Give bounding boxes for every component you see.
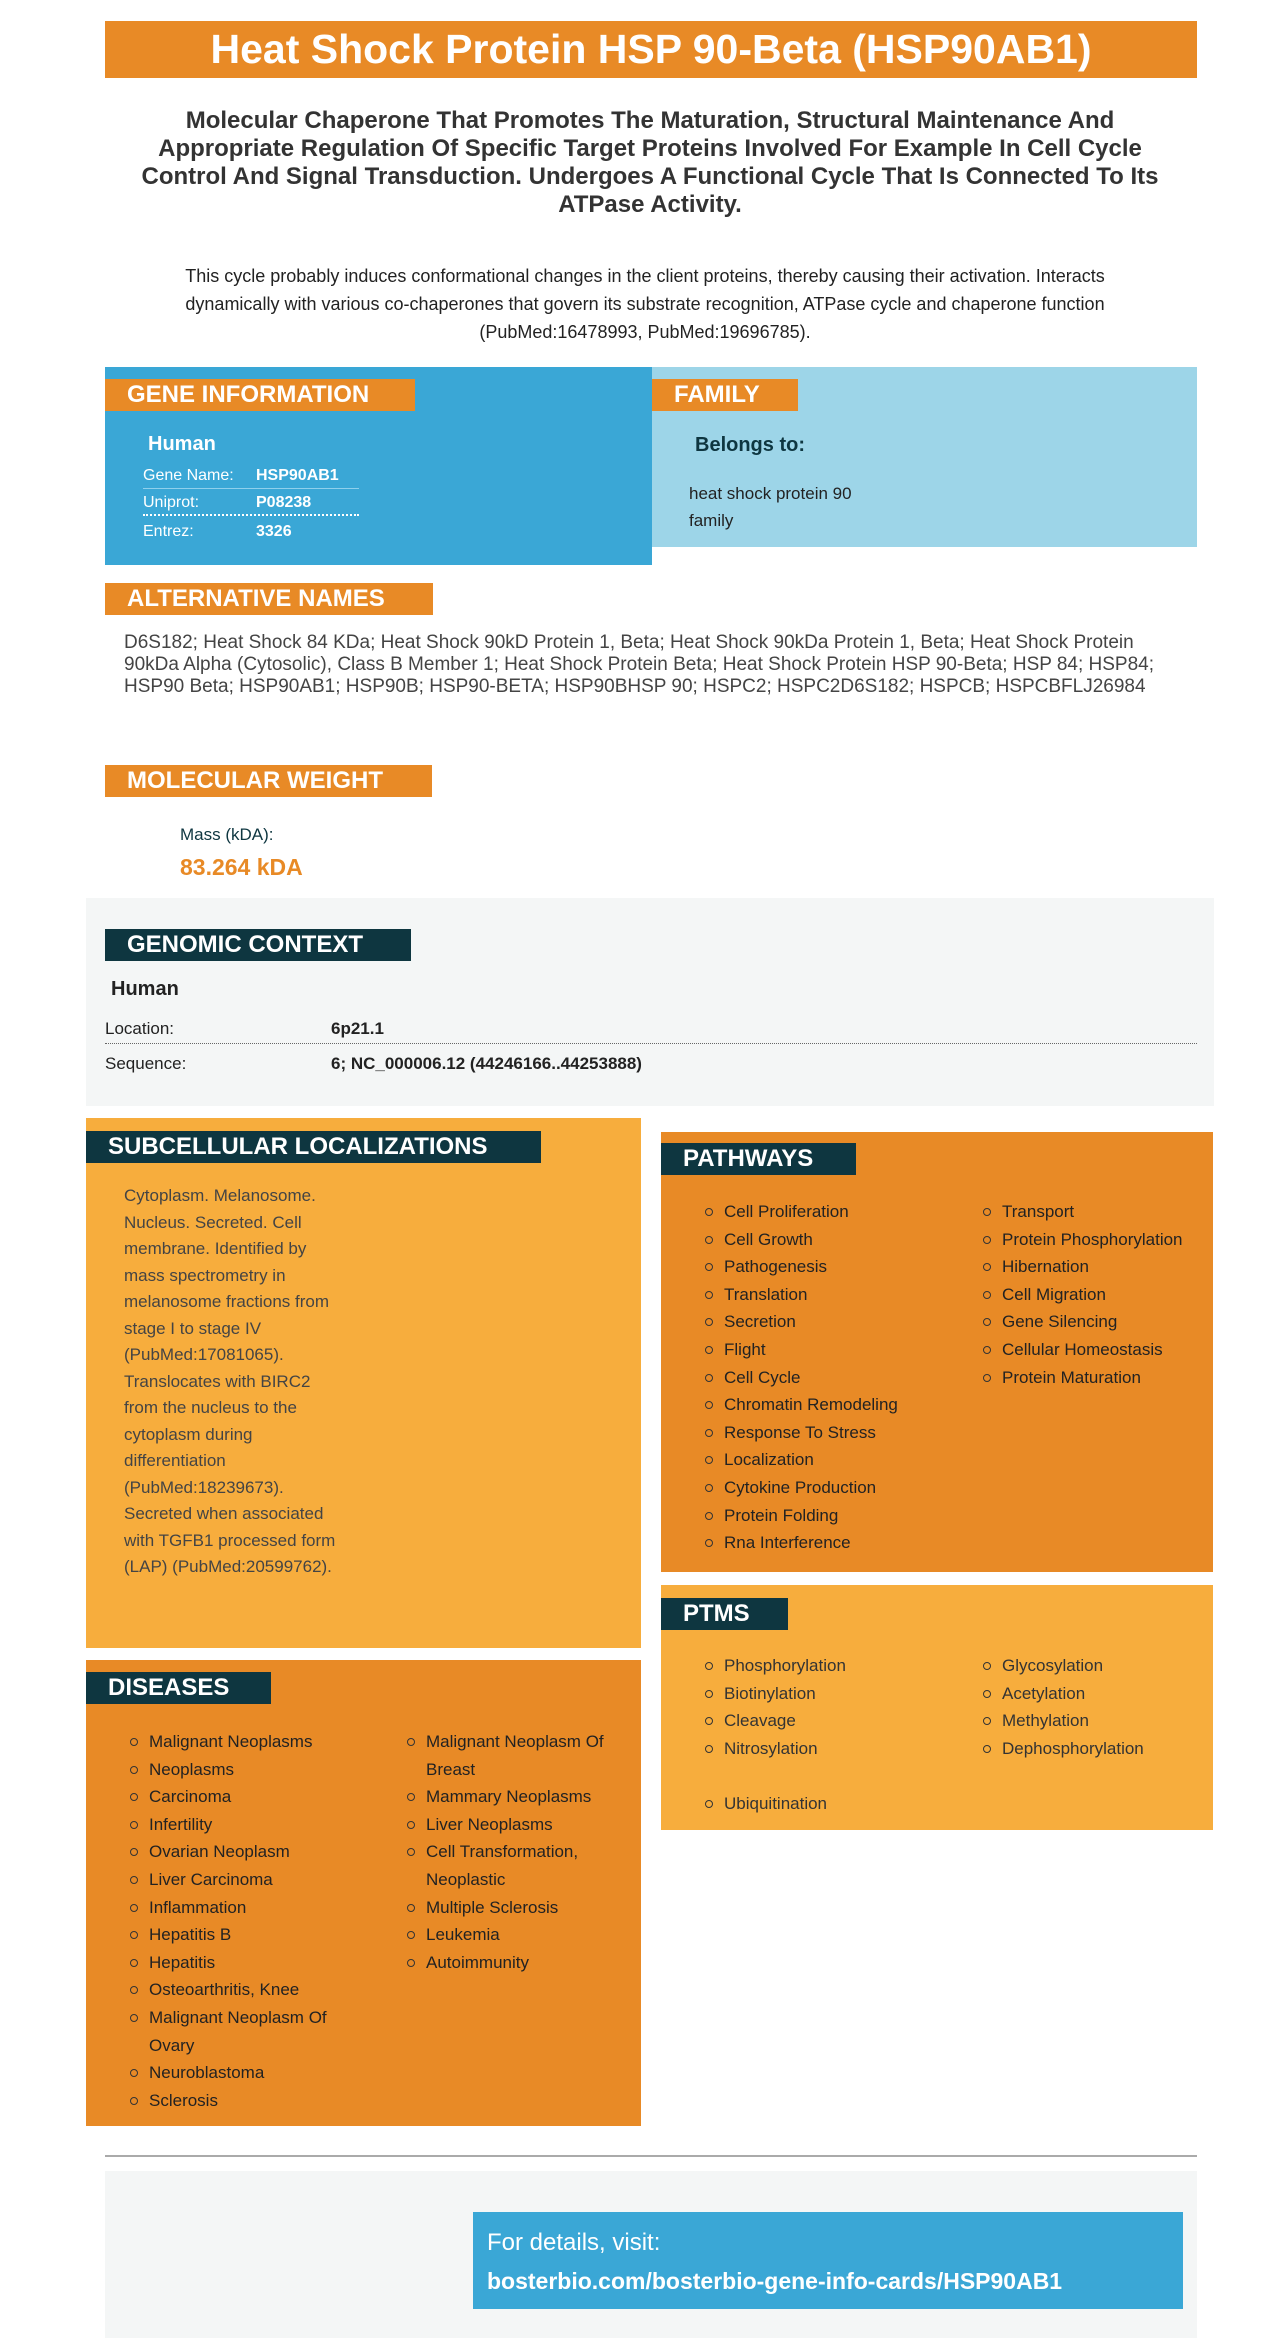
list-item: Hepatitis bbox=[127, 1949, 357, 1977]
genomic-location-row bbox=[105, 1014, 1197, 1044]
list-item: Cytokine Production bbox=[702, 1474, 962, 1502]
genomic-sequence-value: 6; NC_000006.12 (44246166..44253888) bbox=[331, 1054, 642, 1073]
list-item: Cleavage bbox=[702, 1707, 962, 1735]
gene-species: Human bbox=[148, 433, 216, 455]
protein-summary: Molecular Chaperone That Promotes The Maturation, Structural Maintenance And Appropriate Regulation Of Specific Target Proteins Involved For Example In Cell Cycle Control And Signal Transduction. Undergoes A Functional Cycle That Is Connected To Its ATPase Activity. bbox=[141, 107, 1159, 218]
list-item: Carcinoma bbox=[127, 1783, 357, 1811]
list-item: Localization bbox=[702, 1446, 962, 1474]
list-item: Response To Stress bbox=[702, 1419, 962, 1447]
list-item: Malignant Neoplasm Of Breast bbox=[404, 1728, 629, 1783]
subcellular-text: Cytoplasm. Melanosome. Nucleus. Secreted. Cell membrane. Identified by mass spectrometry in melanosome fractions from stage I to stage IV (PubMed:17081065). Translocates with BIRC2 from the nucleus to the cytoplasm during differentiation (PubMed:18239673). Secreted when associated with TGFB1 processed form (LAP) (PubMed:20599762). bbox=[124, 1186, 336, 1576]
list-item: Cell Growth bbox=[702, 1226, 962, 1254]
alternative-names-heading: ALTERNATIVE NAMES bbox=[105, 583, 433, 615]
ptms-list-col2 bbox=[980, 1652, 1210, 1762]
list-item: Ovarian Neoplasm bbox=[127, 1838, 357, 1866]
list-item: Biotinylation bbox=[702, 1680, 962, 1708]
list-item: Infertility bbox=[127, 1811, 357, 1839]
gene-row-key: Entrez: bbox=[143, 523, 194, 540]
list-item: Glycosylation bbox=[980, 1652, 1210, 1680]
list-item: Hepatitis B bbox=[127, 1921, 357, 1949]
pathways-heading: PATHWAYS bbox=[661, 1143, 856, 1175]
family-text: heat shock protein 90 family bbox=[689, 484, 852, 530]
list-item: Cell Cycle bbox=[702, 1364, 962, 1392]
genomic-context-heading: GENOMIC CONTEXT bbox=[105, 929, 411, 961]
ptms-heading: PTMS bbox=[661, 1598, 788, 1630]
page-title: Heat Shock Protein HSP 90-Beta (HSP90AB1) bbox=[105, 21, 1197, 78]
list-item: Malignant Neoplasms bbox=[127, 1728, 357, 1756]
list-item: Inflammation bbox=[127, 1894, 357, 1922]
gene-row-key: Gene Name: bbox=[143, 467, 234, 484]
gene-row-value: P08238 bbox=[256, 494, 312, 511]
list-item: Gene Silencing bbox=[980, 1308, 1210, 1336]
details-link-box[interactable] bbox=[473, 2212, 1183, 2309]
family-heading: FAMILY bbox=[652, 379, 798, 411]
genomic-location-key: Location: bbox=[105, 1019, 174, 1038]
details-label: For details, visit: bbox=[487, 2229, 661, 2256]
list-item: Liver Carcinoma bbox=[127, 1866, 357, 1894]
list-item: Flight bbox=[702, 1336, 962, 1364]
genomic-location-value: 6p21.1 bbox=[331, 1019, 384, 1038]
list-item: Pathogenesis bbox=[702, 1253, 962, 1281]
family-belongs-label: Belongs to: bbox=[695, 434, 805, 456]
list-item: Mammary Neoplasms bbox=[404, 1783, 629, 1811]
list-item: Autoimmunity bbox=[404, 1949, 629, 1977]
list-item: Transport bbox=[980, 1198, 1210, 1226]
list-item: Malignant Neoplasm Of Ovary bbox=[127, 2004, 357, 2059]
gene-row-name bbox=[143, 462, 359, 489]
mass-value: 83.264 kDA bbox=[180, 854, 303, 880]
gene-information-heading: GENE INFORMATION bbox=[105, 379, 415, 411]
diseases-list-col1 bbox=[127, 1728, 357, 2114]
list-item: Osteoarthritis, Knee bbox=[127, 1976, 357, 2004]
list-item: Secretion bbox=[702, 1308, 962, 1336]
list-item: Nitrosylation bbox=[702, 1735, 962, 1763]
alternative-names-text: D6S182; Heat Shock 84 KDa; Heat Shock 90kD Protein 1, Beta; Heat Shock 90kDa Protein 1, Beta; Heat Shock Protein 90kDa Alpha (Cytosolic), Class B Member 1; Heat Shock Protein Beta; Heat Shock Protein HSP 90-Beta; HSP 84; HSP84; HSP90 Beta; HSP90AB1; HSP90B; HSP90-BETA; HSP90BHSP 90; HSPC2; HSPC2D6S182; HSPCB; HSPCBFLJ26984 bbox=[124, 632, 1155, 697]
details-link[interactable]: bosterbio.com/bosterbio-gene-info-cards/HSP90AB1 bbox=[487, 2268, 1063, 2294]
genomic-sequence-row bbox=[105, 1049, 1197, 1079]
list-item: Cell Migration bbox=[980, 1281, 1210, 1309]
list-item: Chromatin Remodeling bbox=[702, 1391, 962, 1419]
diseases-list-col2 bbox=[404, 1728, 629, 1976]
molecular-weight-heading: MOLECULAR WEIGHT bbox=[105, 765, 432, 797]
list-item: Cell Transformation, Neoplastic bbox=[404, 1838, 629, 1893]
list-item: Leukemia bbox=[404, 1921, 629, 1949]
diseases-heading: DISEASES bbox=[86, 1672, 271, 1704]
list-item: Multiple Sclerosis bbox=[404, 1894, 629, 1922]
list-item: Cellular Homeostasis bbox=[980, 1336, 1210, 1364]
gene-row-key: Uniprot: bbox=[143, 494, 200, 511]
list-item: Ubiquitination bbox=[702, 1790, 962, 1818]
list-item: Hibernation bbox=[980, 1253, 1210, 1281]
gene-row-entrez bbox=[143, 518, 359, 545]
list-item: Liver Neoplasms bbox=[404, 1811, 629, 1839]
list-item: Translation bbox=[702, 1281, 962, 1309]
gene-row-uniprot bbox=[143, 489, 359, 516]
list-item: Neuroblastoma bbox=[127, 2059, 357, 2087]
list-item: Methylation bbox=[980, 1707, 1210, 1735]
list-item: Protein Folding bbox=[702, 1502, 962, 1530]
list-item: Phosphorylation bbox=[702, 1652, 962, 1680]
ptms-list-col1 bbox=[702, 1652, 962, 1762]
protein-description: This cycle probably induces conformational changes in the client proteins, thereby causing their activation. Interacts dynamically with various co-chaperones that govern its substrate recognition, ATPase cycle and chaperone function (PubMed:16478993, PubMed:19696785). bbox=[185, 266, 1105, 342]
pathways-list-col1 bbox=[702, 1198, 962, 1557]
list-item: Neoplasms bbox=[127, 1756, 357, 1784]
list-item: Protein Phosphorylation bbox=[980, 1226, 1210, 1254]
pathways-list-col2 bbox=[980, 1198, 1210, 1391]
list-item: Sclerosis bbox=[127, 2087, 357, 2115]
list-item: Protein Maturation bbox=[980, 1364, 1210, 1392]
footer-divider bbox=[105, 2155, 1197, 2157]
list-item: Dephosphorylation bbox=[980, 1735, 1210, 1763]
list-item: Rna Interference bbox=[702, 1529, 962, 1557]
ptms-list-extra bbox=[702, 1790, 962, 1818]
mass-label: Mass (kDA): bbox=[180, 825, 274, 844]
gene-row-value: HSP90AB1 bbox=[256, 467, 339, 484]
list-item: Acetylation bbox=[980, 1680, 1210, 1708]
genomic-sequence-key: Sequence: bbox=[105, 1054, 187, 1073]
gene-row-value: 3326 bbox=[256, 523, 292, 540]
list-item: Cell Proliferation bbox=[702, 1198, 962, 1226]
subcellular-heading: SUBCELLULAR LOCALIZATIONS bbox=[86, 1131, 541, 1163]
genomic-species: Human bbox=[111, 978, 179, 1000]
